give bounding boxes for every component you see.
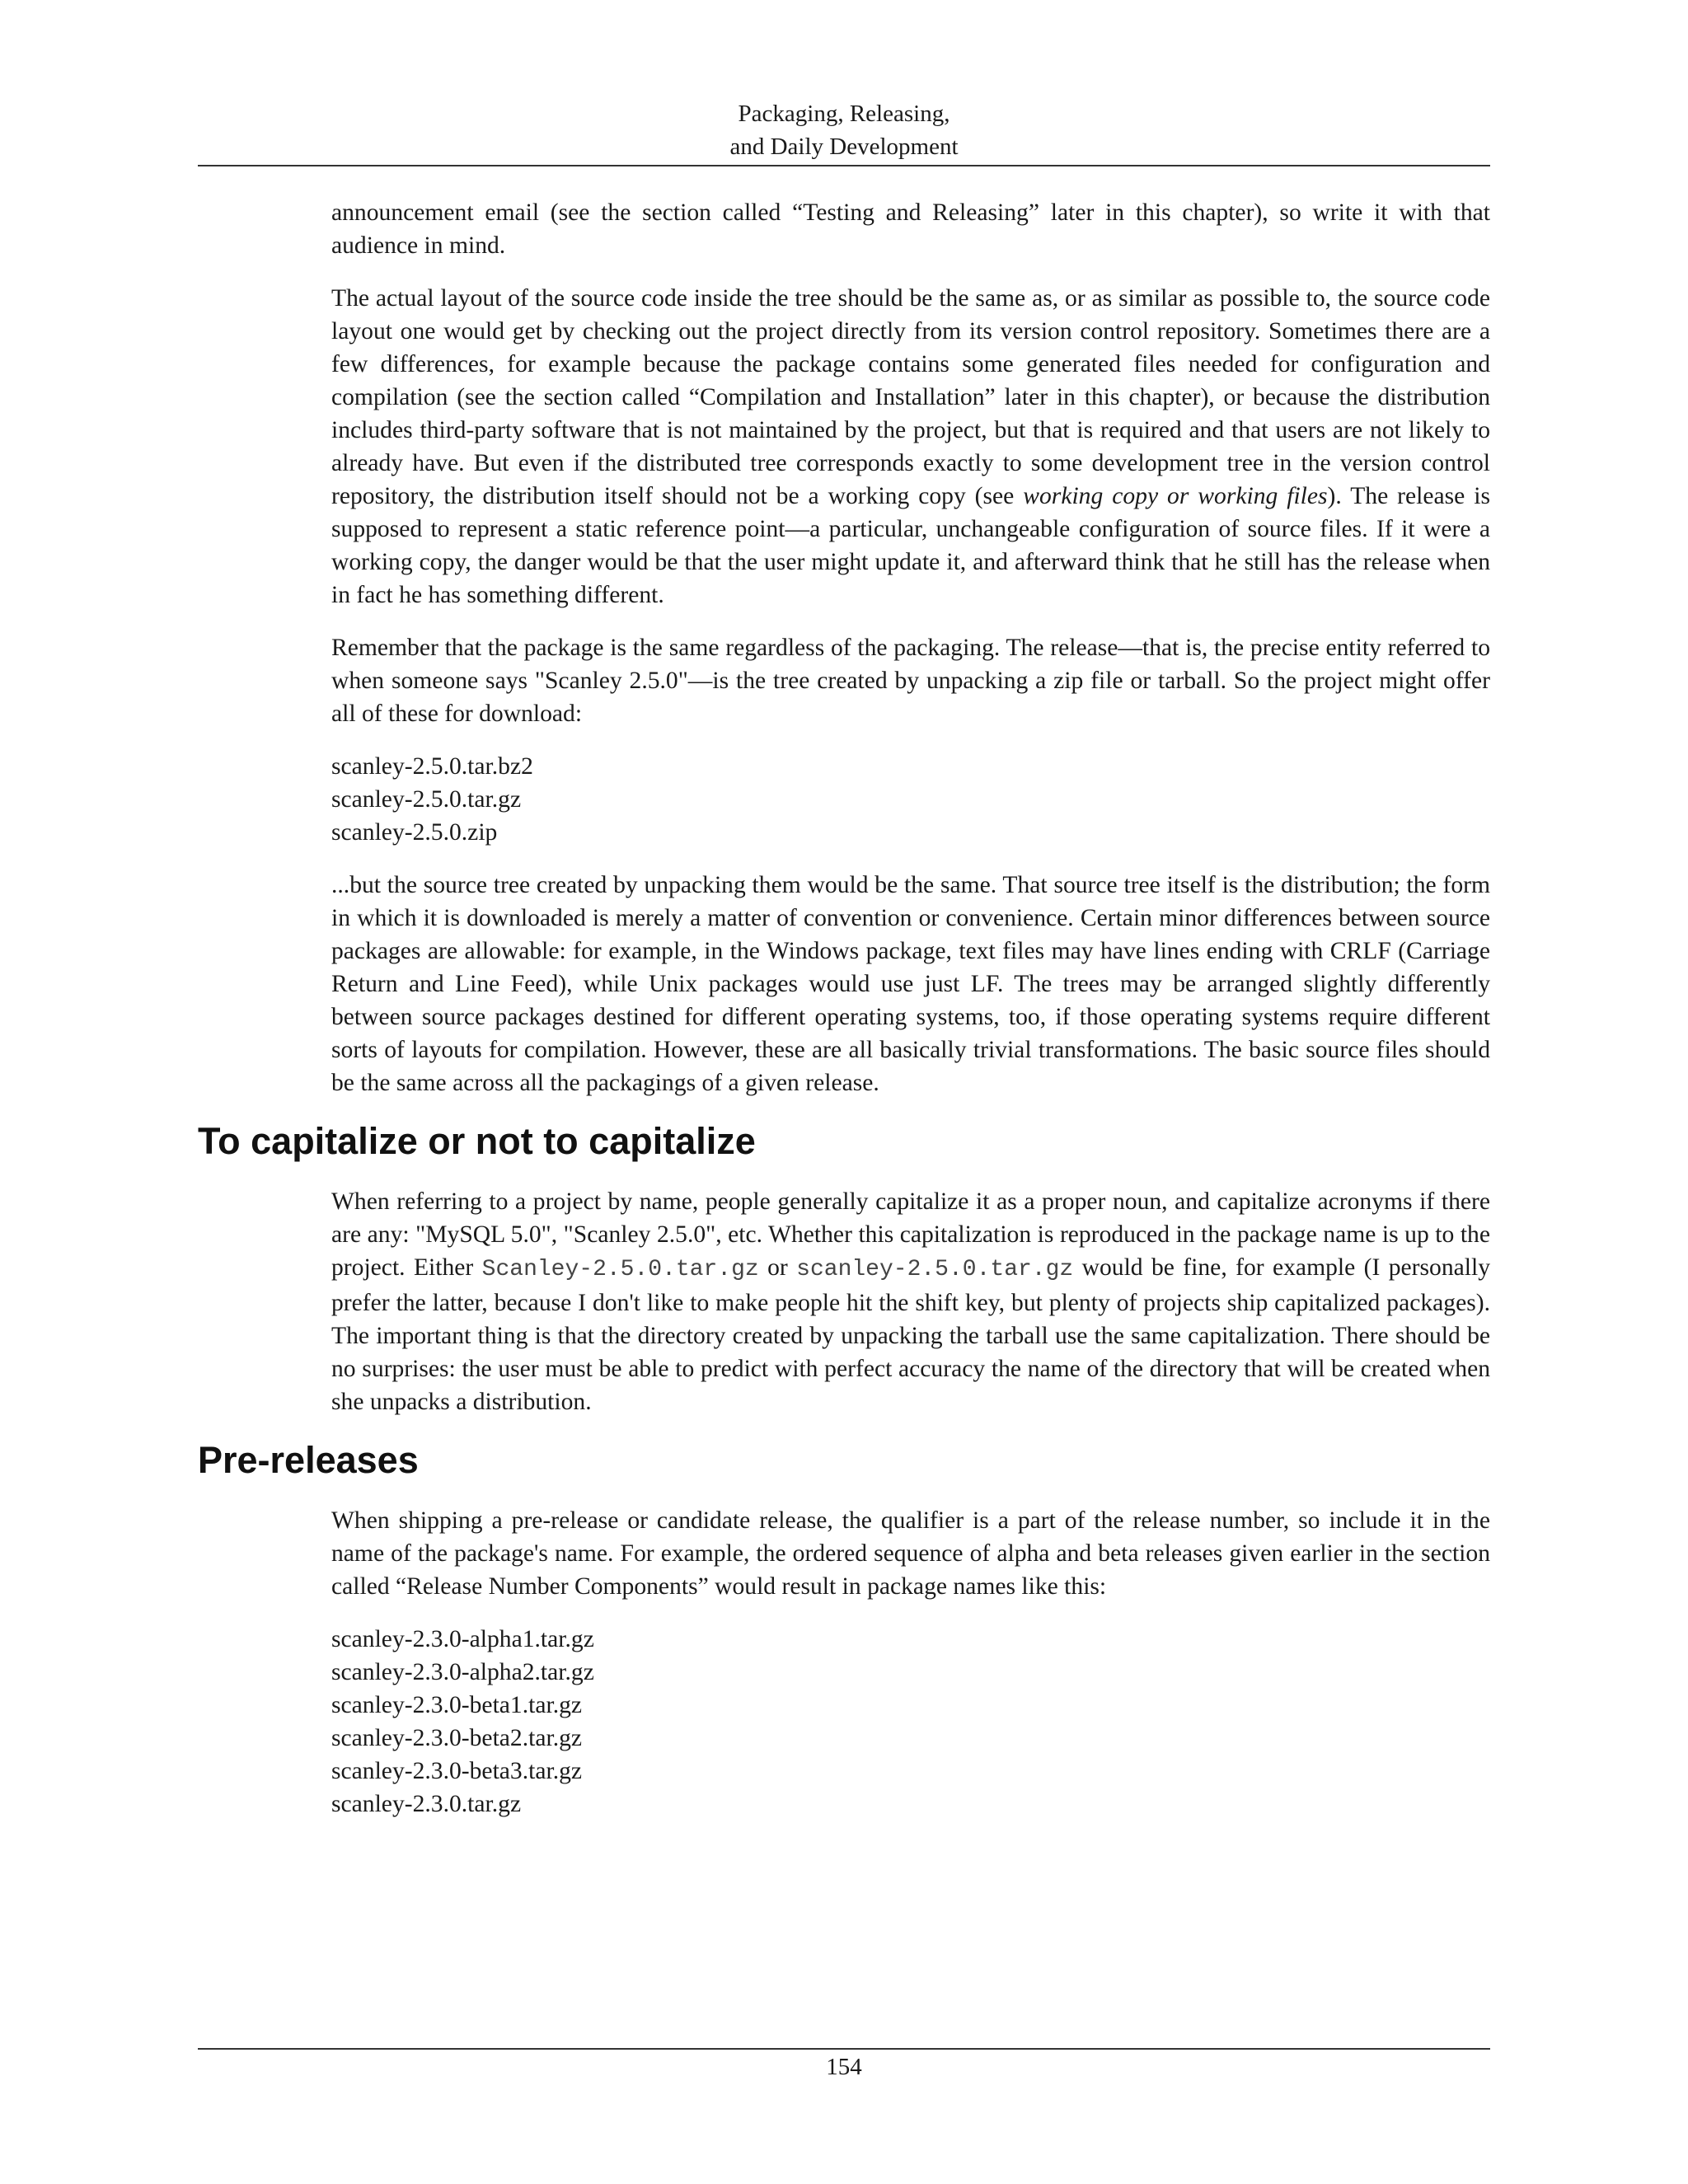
glossary-link-working-copy[interactable]: working copy or working files (1023, 483, 1328, 509)
paragraph-packaging: Remember that the package is the same regardless of the packaging. The release—that is, the precise entity referred to when someone says "Scanley 2.5.0"—is the tree created by unpacking a zip file or tarball. So the project might offer all of these for download: (331, 635, 1490, 727)
section-heading-capitalize: To capitalize or not to capitalize (198, 1120, 756, 1162)
prerelease-file-item: scanley-2.3.0.tar.gz (331, 1791, 522, 1817)
prerelease-file-item: scanley-2.3.0-beta3.tar.gz (331, 1758, 583, 1784)
paragraph-capitalization-or: or (758, 1254, 797, 1281)
header-rule (198, 165, 1490, 166)
download-file-item: scanley-2.5.0.tar.gz (331, 786, 522, 813)
filename-capitalized: Scanley-2.5.0.tar.gz (481, 1257, 759, 1282)
paragraph-capitalization-part-1: When referring to a project by name, people generally capitalize it as a proper noun, and capitalize acronyms if there are any: "MySQL 5.0", "Scanley 2.5.0", etc. Whether this capitalization is reproduced in the package name is up to the project. Either (331, 1188, 1490, 1281)
running-header-line-1: Packaging, Releasing, (738, 101, 950, 127)
filename-lowercase: scanley-2.5.0.tar.gz (796, 1257, 1074, 1282)
paragraph-capitalization (331, 1185, 1490, 1418)
footer-rule (198, 2048, 1490, 2050)
prerelease-file-item: scanley-2.3.0-beta2.tar.gz (331, 1725, 583, 1751)
paragraph-source-layout (331, 282, 1490, 612)
running-header (198, 97, 1490, 163)
prerelease-file-item: scanley-2.3.0-alpha1.tar.gz (331, 1626, 594, 1652)
page-number: 154 (826, 2054, 862, 2080)
download-file-item: scanley-2.5.0.tar.bz2 (331, 753, 533, 780)
paragraph-announcement: announcement email (see the section called “Testing and Releasing” later in this chapter), so write it with that audience in mind. (331, 199, 1490, 259)
prerelease-file-item: scanley-2.3.0-beta1.tar.gz (331, 1692, 583, 1718)
section-heading-prereleases: Pre-releases (198, 1439, 419, 1481)
download-file-item: scanley-2.5.0.zip (331, 819, 498, 846)
paragraph-prereleases: When shipping a pre-release or candidate release, the qualifier is a part of the release number, so include it in the name of the package's name. For example, the ordered sequence of alpha and beta releases given earlier in the section called “Release Number Components” would result in package names like this: (331, 1507, 1490, 1600)
paragraph-capitalization-part-2: would be fine, for example (I personally prefer the latter, because I don't like to make people hit the shift key, but plenty of projects ship capitalized packages). The important thing is that the directory created by unpacking the tarball use the same capitalization. There should be no surprises: the user must be able to predict with perfect accuracy the name of the directory that will be created when she unpacks a distribution. (331, 1254, 1491, 1415)
page-body (198, 196, 1490, 1840)
download-file-list (331, 750, 1490, 849)
paragraph-source-layout-part-1: The actual layout of the source code inside the tree should be the same as, or as similar as possible to, the source code layout one would get by checking out the project directly from its version control repository. Sometimes there are a few differences, for example because the package contains some generated files needed for configuration and compilation (see the section called “Compilation and Installation” later in this chapter), or because the distribution includes third-party software that is not maintained by the project, but that is required and that users are not likely to already have. But even if the distributed tree corresponds exactly to some development tree in the version control repository, the distribution itself should not be a working copy (see (331, 285, 1490, 509)
paragraph-source-layout-part-2: ). The release is supposed to represent a static reference point—a particular, unchangeable configuration of source files. If it were a working copy, the danger would be that the user might update it, and afterward think that he still has the release when in fact he has something different. (331, 483, 1490, 608)
running-header-line-2: and Daily Development (729, 134, 959, 160)
paragraph-source-tree: ...but the source tree created by unpacking them would be the same. That source tree itself is the distribution; the form in which it is downloaded is merely a matter of convention or convenience. Certain minor differences between source packages are allowable: for example, in the Windows package, text files may have lines ending with CRLF (Carriage Return and Line Feed), while Unix packages would use just LF. The trees may be arranged slightly differently between source packages destined for different operating systems, too, if those operating systems require different sorts of layouts for compilation. However, these are all basically trivial transformations. The basic source files should be the same across all the packagings of a given release. (331, 872, 1490, 1096)
prerelease-file-item: scanley-2.3.0-alpha2.tar.gz (331, 1659, 594, 1685)
prerelease-file-list (331, 1623, 1490, 1821)
